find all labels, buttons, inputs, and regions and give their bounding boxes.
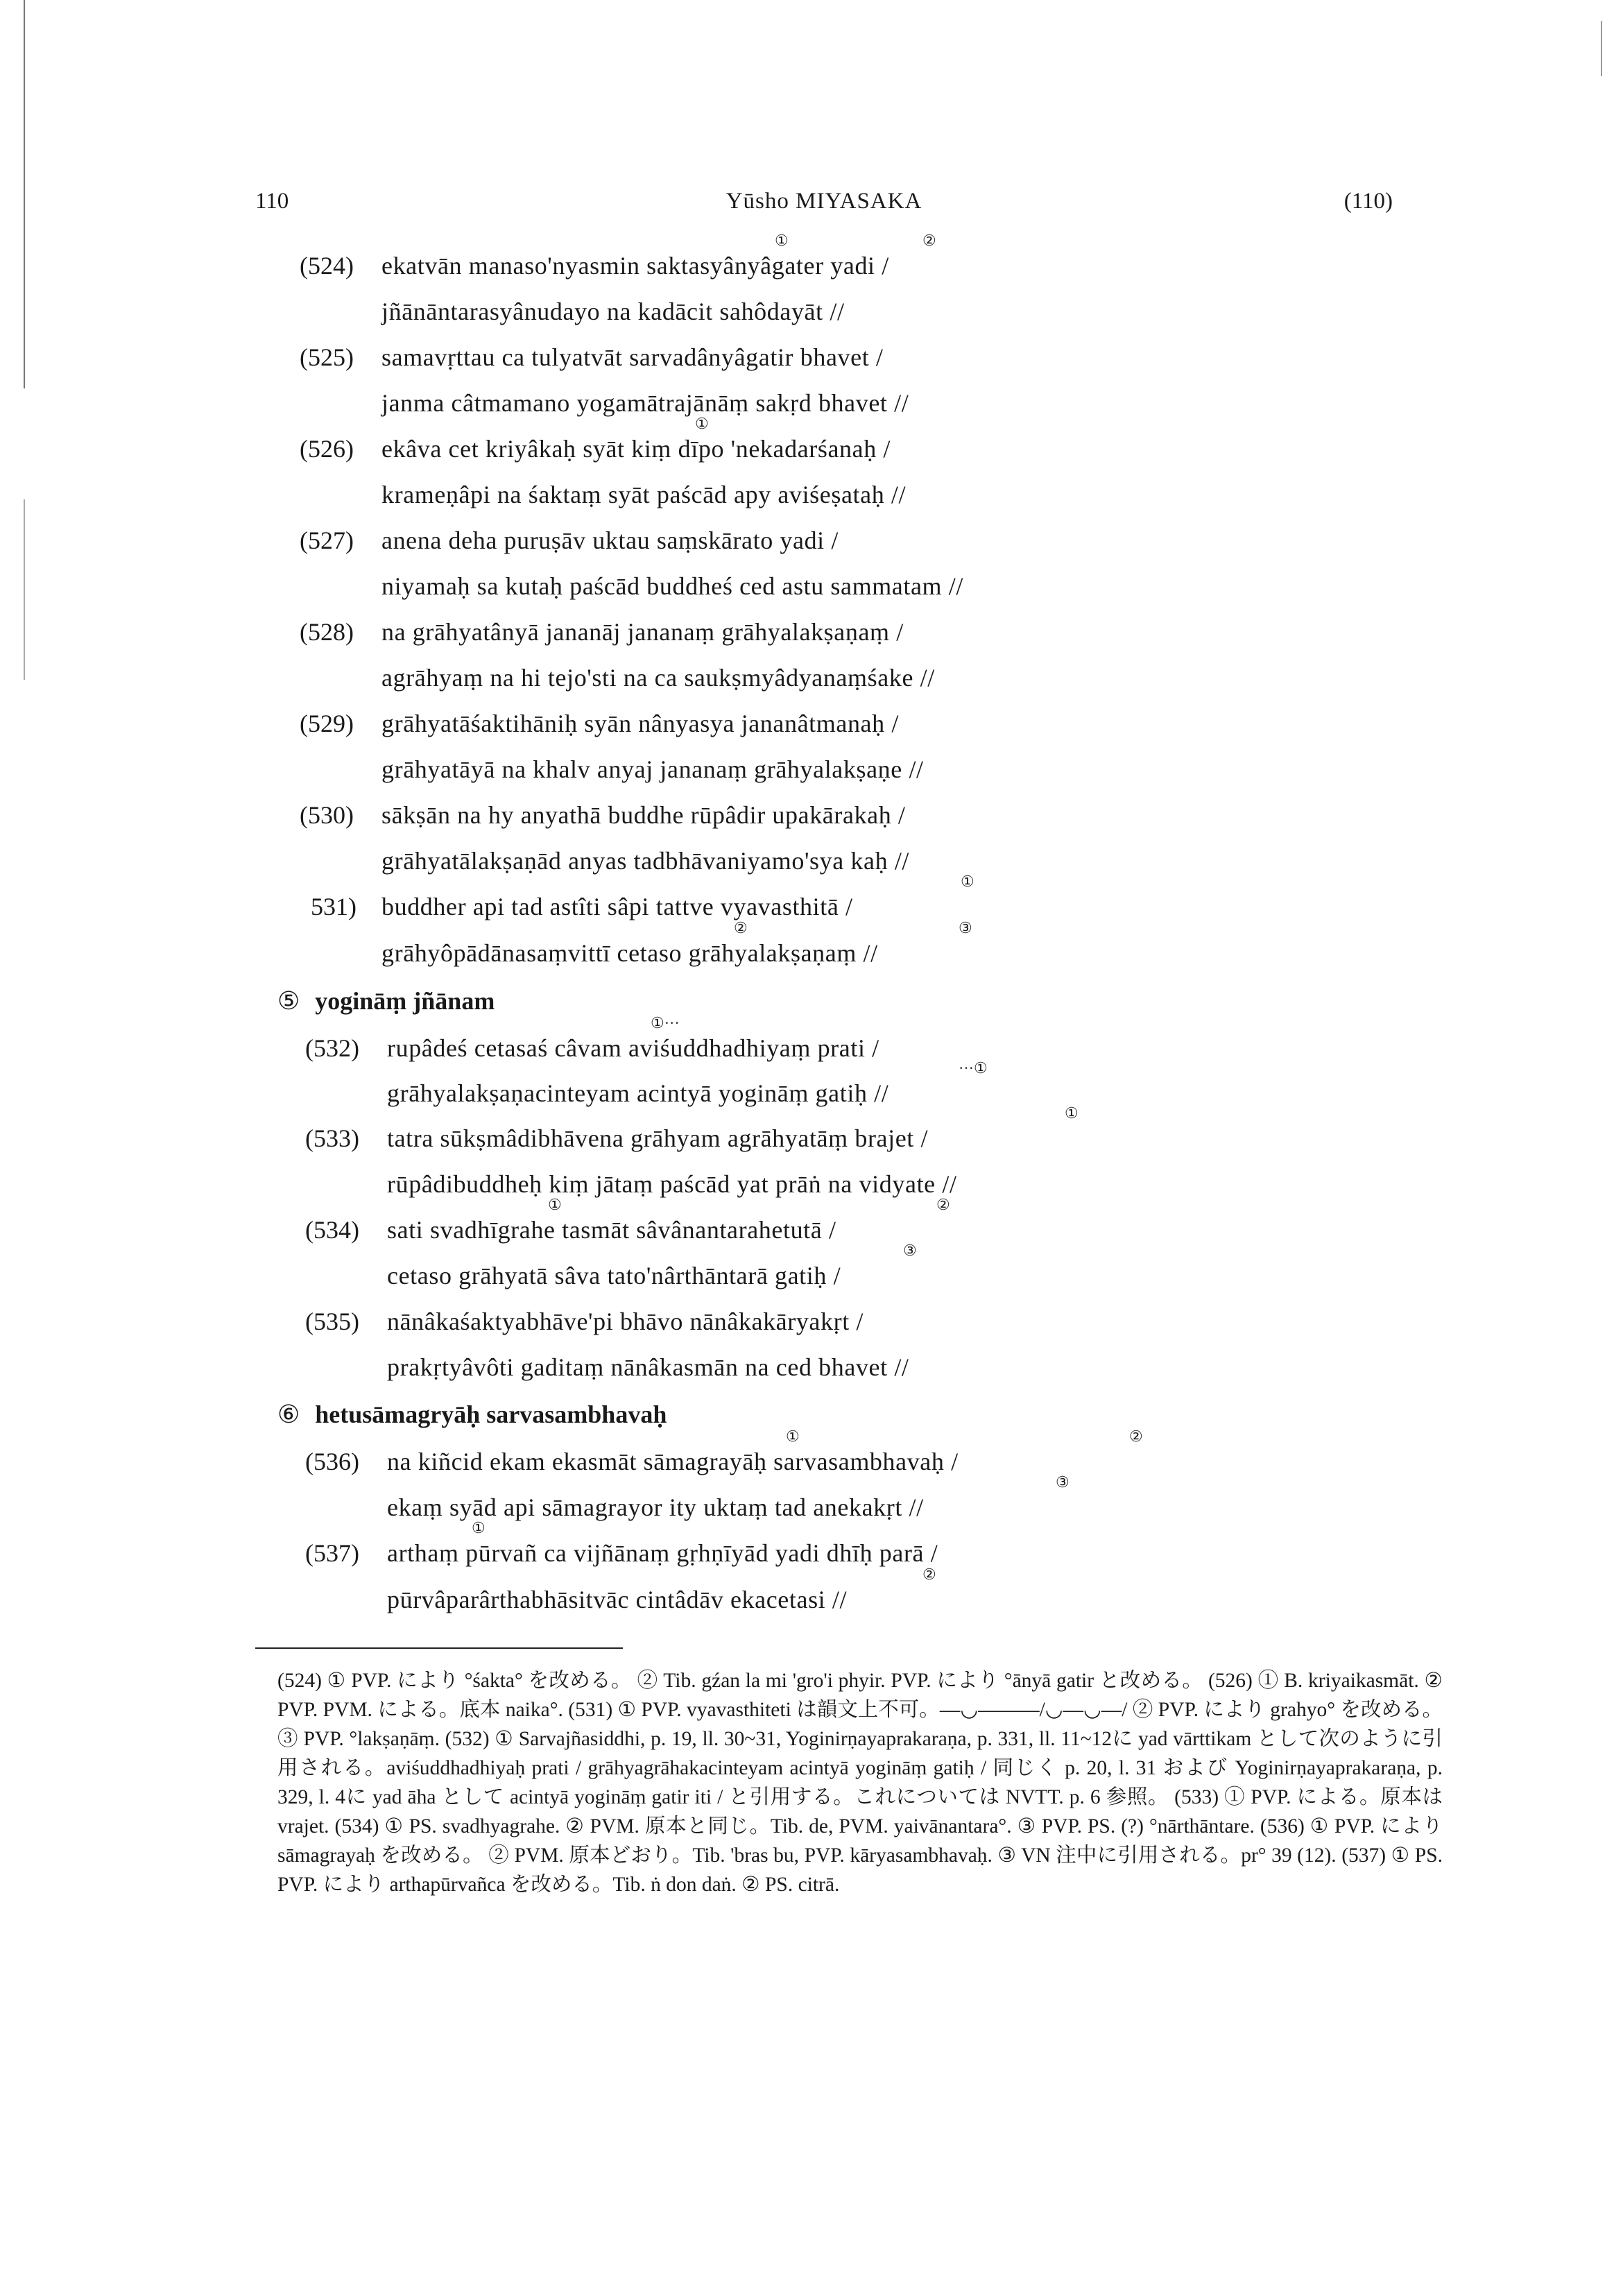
page-number-parenthesized: (110) — [1343, 189, 1393, 214]
verse-number: (533) — [305, 1124, 359, 1152]
verse-line: grāhyatāyā na khalv anyaj jananaṃ grāhyalakṣaṇe // — [381, 755, 924, 783]
verse-line: cetaso grāhyatā sâva tato'nârthāntarā gatiḥ / — [387, 1262, 841, 1290]
verse-line: ekaṃ syād api sāmagrayor ity uktaṃ tad anekakṛt // — [387, 1493, 924, 1521]
verse-line: grāhyatālakṣaṇād anyas tadbhāvaniyamo'sya kaḥ // — [381, 847, 910, 875]
footnote-marker: ① — [472, 1519, 486, 1536]
verse-line: prakṛtyâvôti gaditaṃ nānâkasmān na ced bhavet // — [387, 1353, 909, 1381]
footnote-marker: ② — [1129, 1428, 1143, 1445]
verse-number: (536) — [305, 1448, 359, 1475]
section-number: ⑥ — [277, 1400, 300, 1428]
verse-line: sati svadhīgrahe tasmāt sâvânantarahetutā / — [387, 1216, 836, 1244]
verse-line: grāhyalakṣaṇacinteyam acintyā yogināṃ gatiḥ // — [387, 1079, 889, 1107]
footnote-marker: ···① — [959, 1059, 988, 1077]
section-title: hetusāmagryāḥ sarvasambhavaḥ — [315, 1400, 667, 1428]
footnote-marker: ① — [1065, 1104, 1079, 1122]
section-heading — [277, 1400, 667, 1429]
verse-line: buddher api tad astîti sâpi tattve vyavasthitā / — [381, 893, 853, 920]
footnote-marker: ② — [734, 919, 748, 936]
verse-line: rūpâdibuddheḥ kiṃ jātaṃ paścād yat prāṅ na vidyate // — [387, 1170, 957, 1198]
scan-corner-mark — [1601, 21, 1602, 76]
verse-line: na grāhyatânyā jananāj jananaṃ grāhyalakṣaṇaṃ / — [381, 618, 904, 646]
verse-line: grāhyôpādānasaṃvittī cetaso grāhyalakṣaṇaṃ // — [381, 939, 878, 967]
verse-line: rupâdeś cetasaś câvam aviśuddhadhiyaṃ prati / — [387, 1034, 879, 1062]
footnote-rule — [255, 1647, 623, 1649]
section-number: ⑤ — [277, 987, 300, 1015]
verse-number: (529) — [300, 710, 354, 737]
footnote-marker: ③ — [1056, 1473, 1070, 1491]
verse-line: na kiñcid ekam ekasmāt sāmagrayāḥ sarvasambhavaḥ / — [387, 1448, 959, 1475]
verse-line: janma câtmamano yogamātrajānāṃ sakṛd bhavet // — [381, 389, 909, 417]
page-number: 110 — [255, 189, 289, 214]
verse-line: ekâva cet kriyâkaḥ syāt kiṃ dīpo 'nekadarśanaḥ / — [381, 435, 891, 463]
footnote-marker: ① — [775, 232, 789, 249]
footnote-marker: ① — [695, 415, 709, 432]
verse-line: pūrvâparârthabhāsitvāc cintâdāv ekacetasi // — [387, 1586, 848, 1613]
verse-number: (525) — [300, 343, 354, 371]
verse-number: (532) — [305, 1034, 359, 1062]
verse-line: anena deha puruṣāv uktau saṃskārato yadi / — [381, 526, 839, 554]
verse-number: (526) — [300, 435, 354, 463]
verse-line: arthaṃ pūrvañ ca vijñānaṃ gṛhṇīyād yadi dhīḥ parā / — [387, 1539, 938, 1567]
verse-line: grāhyatāśaktihāniḥ syān nânyasya jananâtmanaḥ / — [381, 710, 899, 737]
verse-number: (537) — [305, 1539, 359, 1567]
section-heading — [277, 986, 495, 1016]
verse-line: samavṛttau ca tulyatvāt sarvadânyâgatir bhavet / — [381, 343, 884, 371]
margin-rule-lower — [24, 499, 25, 680]
verse-number: (528) — [300, 618, 354, 646]
verse-number: (530) — [300, 801, 354, 829]
verse-line: agrāhyaṃ na hi tejo'sti na ca saukṣmyâdyanaṃśake // — [381, 664, 935, 692]
margin-rule — [24, 0, 25, 388]
verse-line: niyamaḥ sa kutaḥ paścād buddheś ced astu sammatam // — [381, 572, 963, 600]
verse-line: tatra sūkṣmâdibhāvena grāhyam agrāhyatāṃ brajet / — [387, 1124, 929, 1152]
footnote-marker: ② — [922, 232, 936, 249]
footnote-marker: ① — [961, 873, 974, 890]
verse-line: nānâkaśaktyabhāve'pi bhāvo nānâkakāryakṛt / — [387, 1308, 864, 1335]
verse-number: (524) — [300, 252, 354, 280]
footnote-marker: ② — [936, 1196, 950, 1213]
footnote-marker: ② — [922, 1566, 936, 1583]
footnotes-block — [277, 1666, 1443, 1899]
section-title: yogināṃ jñānam — [315, 987, 495, 1015]
footnote-paragraph: (524) ① PVP. により °śakta° を改める。 ② Tib. gźan la mi 'gro'i phyir. PVP. により °ānyā gatir と改める。 (526) ① B. kriyaikasmāt. ② PVP. PVM. による。底本 naika°. (531) ① PVP. vyavasthiteti は韻文上不可。—◡———/◡—◡—/ ② PVP. により grahyo° を改める。 ③ PVP. °lakṣaṇāṃ. (532) ① Sarvajñasiddhi, p. 19, ll. 30~31, Yoginirṇayaprakaraṇa, p. 331, ll. 11~12に yad vārttikam として次のように引用される。aviśuddhadhiyaḥ prati / grāhyagrāhakacinteyam acintyā yogināṃ gatiḥ / 同じく p. 20, l. 31 および Yoginirṇayaprakaraṇa, p. 329, l. 4に yad āha として acintyā yogināṃ gatir iti / と引用する。これについては NVTT. p. 6 参照。 (533) ① PVP. による。原本は vrajet. (534) ① PS. svadhyagrahe. ② PVM. 原本と同じ。Tib. de, PVM. yaivānantara°. ③ PVP. PS. (?) °nārthāntare. (536) ① PVP. により sāmagrayaḥ を改める。 ② PVM. 原本どおり。Tib. 'bras bu, PVP. kāryasambhavaḥ. ③ VN 注中に引用される。pr° 39 (12). (537) ① PS. PVP. により arthapūrvañca を改める。Tib. ṅ don daṅ. ② PS. citrā. — [277, 1670, 1443, 1896]
footnote-marker: ①··· — [651, 1014, 680, 1031]
footnote-marker: ③ — [903, 1242, 917, 1259]
running-title: Yūsho MIYASAKA — [725, 189, 922, 214]
footnote-marker: ① — [786, 1428, 800, 1445]
footnote-marker: ③ — [959, 919, 972, 936]
verse-line: ekatvān manaso'nyasmin saktasyânyâgater yadi / — [381, 252, 889, 280]
verse-number: (534) — [305, 1216, 359, 1244]
verse-line: jñānāntarasyânudayo na kadācit sahôdayāt // — [381, 298, 845, 325]
verse-number: 531) — [311, 893, 357, 920]
verse-number: (527) — [300, 526, 354, 554]
verse-line: krameṇâpi na śaktaṃ syāt paścād apy aviśeṣataḥ // — [381, 481, 907, 508]
footnote-marker: ① — [548, 1196, 562, 1213]
page-header — [255, 189, 1393, 223]
verse-number: (535) — [305, 1308, 359, 1335]
verse-line: sākṣān na hy anyathā buddhe rūpâdir upakārakaḥ / — [381, 801, 906, 829]
